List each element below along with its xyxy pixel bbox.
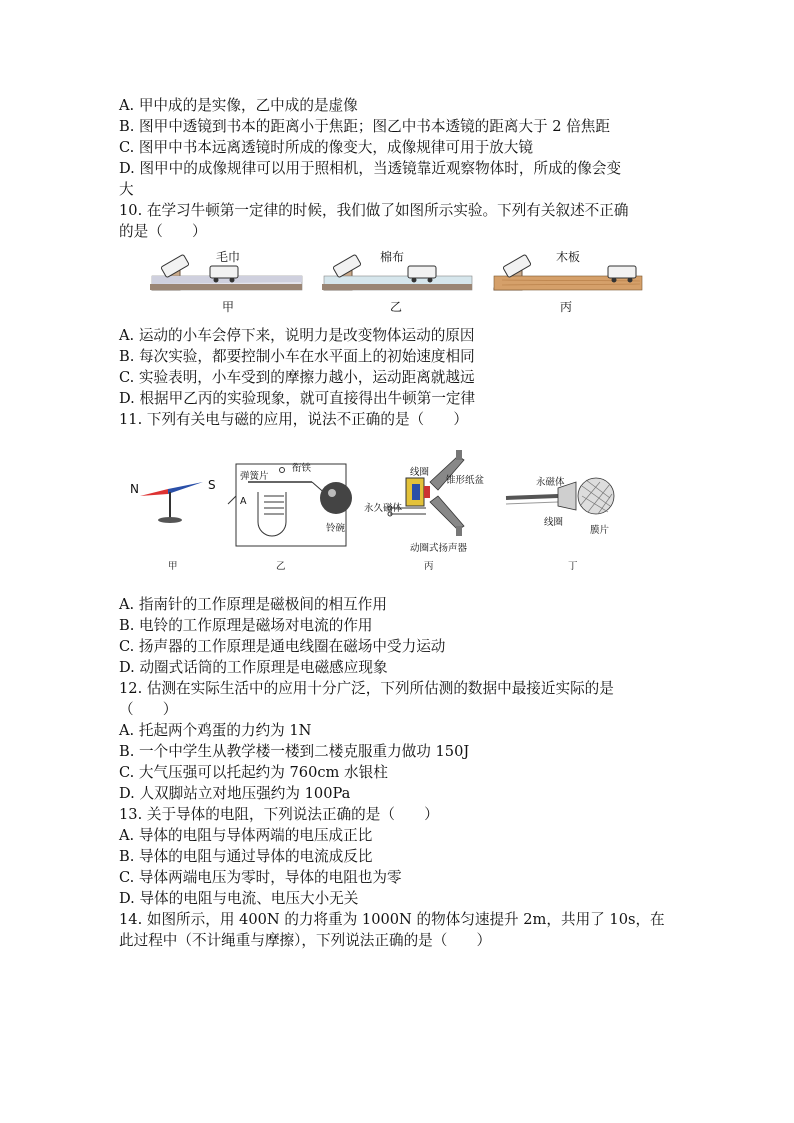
q9-option-a: A. 甲中成的是实像，乙中成的是虚像 xyxy=(119,97,358,114)
q11-option-d: D. 动圈式话筒的工作原理是电磁感应现象 xyxy=(119,659,388,676)
compass-s-label: S xyxy=(208,478,216,492)
q11-option-c: C. 扬声器的工作原理是通电线圈在磁场中受力运动 xyxy=(119,638,446,655)
figure-label-bing: 丙 xyxy=(424,561,434,572)
q13-stem: 13. 关于导体的电阻，下列说法正确的是（ ） xyxy=(119,806,439,823)
figure-label-ding: 丁 xyxy=(568,561,578,572)
q13-option-c: C. 导体两端电压为零时，导体的电阻也为零 xyxy=(119,869,402,886)
q10-figure xyxy=(150,246,650,318)
figure-label-jia: 甲 xyxy=(222,300,235,314)
q11-figure xyxy=(128,446,628,572)
q9-option-d-cont: 大 xyxy=(119,181,134,198)
q12-option-c: C. 大气压强可以托起约为 760cm 水银柱 xyxy=(119,764,388,781)
figure-label-yi: 乙 xyxy=(390,300,403,314)
q9-option-b: B. 图甲中透镜到书本的距离小于焦距；图乙中书本透镜的距离大于 2 倍焦距 xyxy=(119,118,610,135)
figure-label-yi: 乙 xyxy=(276,561,286,572)
q10-stem: 10. 在学习牛顿第一定律的时候，我们做了如图所示实验。下列有关叙述不正确 xyxy=(119,202,629,219)
q12-option-d: D. 人双脚站立对地压强约为 100Pa xyxy=(119,785,351,802)
q11-option-b: B. 电铃的工作原理是磁场对电流的作用 xyxy=(119,617,373,634)
q11-stem: 11. 下列有关电与磁的应用，说法不正确的是（ ） xyxy=(119,411,468,428)
q12-option-b: B. 一个中学生从教学楼一楼到二楼克服重力做功 150J xyxy=(119,743,470,760)
bell-spring-label: 弹簧片 xyxy=(240,471,269,482)
q13-option-d: D. 导体的电阻与电流、电压大小无关 xyxy=(119,890,359,907)
speaker-magnet-label: 永久磁体 xyxy=(364,503,403,514)
mic-film-label: 膜片 xyxy=(590,525,610,536)
q12-stem-cont: （ ） xyxy=(119,701,178,718)
q13-option-a: A. 导体的电阻与导体两端的电压成正比 xyxy=(119,827,373,844)
q10-option-a: A. 运动的小车会停下来，说明力是改变物体运动的原因 xyxy=(119,327,475,344)
q10-option-d: D. 根据甲乙丙的实验现象，就可直接得出牛顿第一定律 xyxy=(119,390,476,407)
q9-option-c: C. 图甲中书本远离透镜时所成的像变大，成像规律可用于放大镜 xyxy=(119,139,533,156)
speaker-name-label: 动圈式扬声器 xyxy=(410,543,468,554)
q10-option-b: B. 每次实验，都要控制小车在水平面上的初始速度相同 xyxy=(119,348,475,365)
bell-bowl-drawing xyxy=(320,482,352,514)
mic-coil-label: 线圈 xyxy=(544,517,564,528)
mic-magnet-label: 永磁体 xyxy=(536,477,565,488)
q12-option-a: A. 托起两个鸡蛋的力约为 1N xyxy=(119,722,312,739)
surface-label-wood: 木板 xyxy=(556,250,581,264)
bell-a-label: A xyxy=(240,496,247,507)
surface-label-cotton: 棉布 xyxy=(380,250,405,264)
q13-option-b: B. 导体的电阻与通过导体的电流成反比 xyxy=(119,848,373,865)
bell-armature-label: 衔铁 xyxy=(292,463,312,474)
surface-label-towel: 毛巾 xyxy=(216,250,241,264)
q12-stem: 12. 估测在实际生活中的应用十分广泛，下列所估测的数据中最接近实际的是 xyxy=(119,680,614,697)
speaker-cone-label: 锥形纸盆 xyxy=(446,475,485,486)
figure-label-jia: 甲 xyxy=(168,561,178,572)
q10-stem-cont: 的是（ ） xyxy=(119,223,207,240)
q14-stem-cont: 此过程中（不计绳重与摩擦），下列说法正确的是（ ） xyxy=(119,932,492,949)
figure-label-bing: 丙 xyxy=(560,300,573,314)
q9-option-d: D. 图甲中的成像规律可以用于照相机，当透镜靠近观察物体时，所成的像会变 xyxy=(119,160,622,177)
q10-option-c: C. 实验表明，小车受到的摩擦力越小，运动距离就越远 xyxy=(119,369,475,386)
bell-bowl-label: 铃碗 xyxy=(326,523,346,534)
speaker-drawing xyxy=(388,450,464,536)
compass-n-label: N xyxy=(130,482,139,496)
q14-stem: 14. 如图所示，用 400N 的力将重为 1000N 的物体匀速提升 2m，共用了 10s，在 xyxy=(119,911,665,928)
compass-drawing xyxy=(140,482,203,523)
q11-option-a: A. 指南针的工作原理是磁极间的相互作用 xyxy=(119,596,387,613)
speaker-coil-label: 线圈 xyxy=(410,467,430,478)
